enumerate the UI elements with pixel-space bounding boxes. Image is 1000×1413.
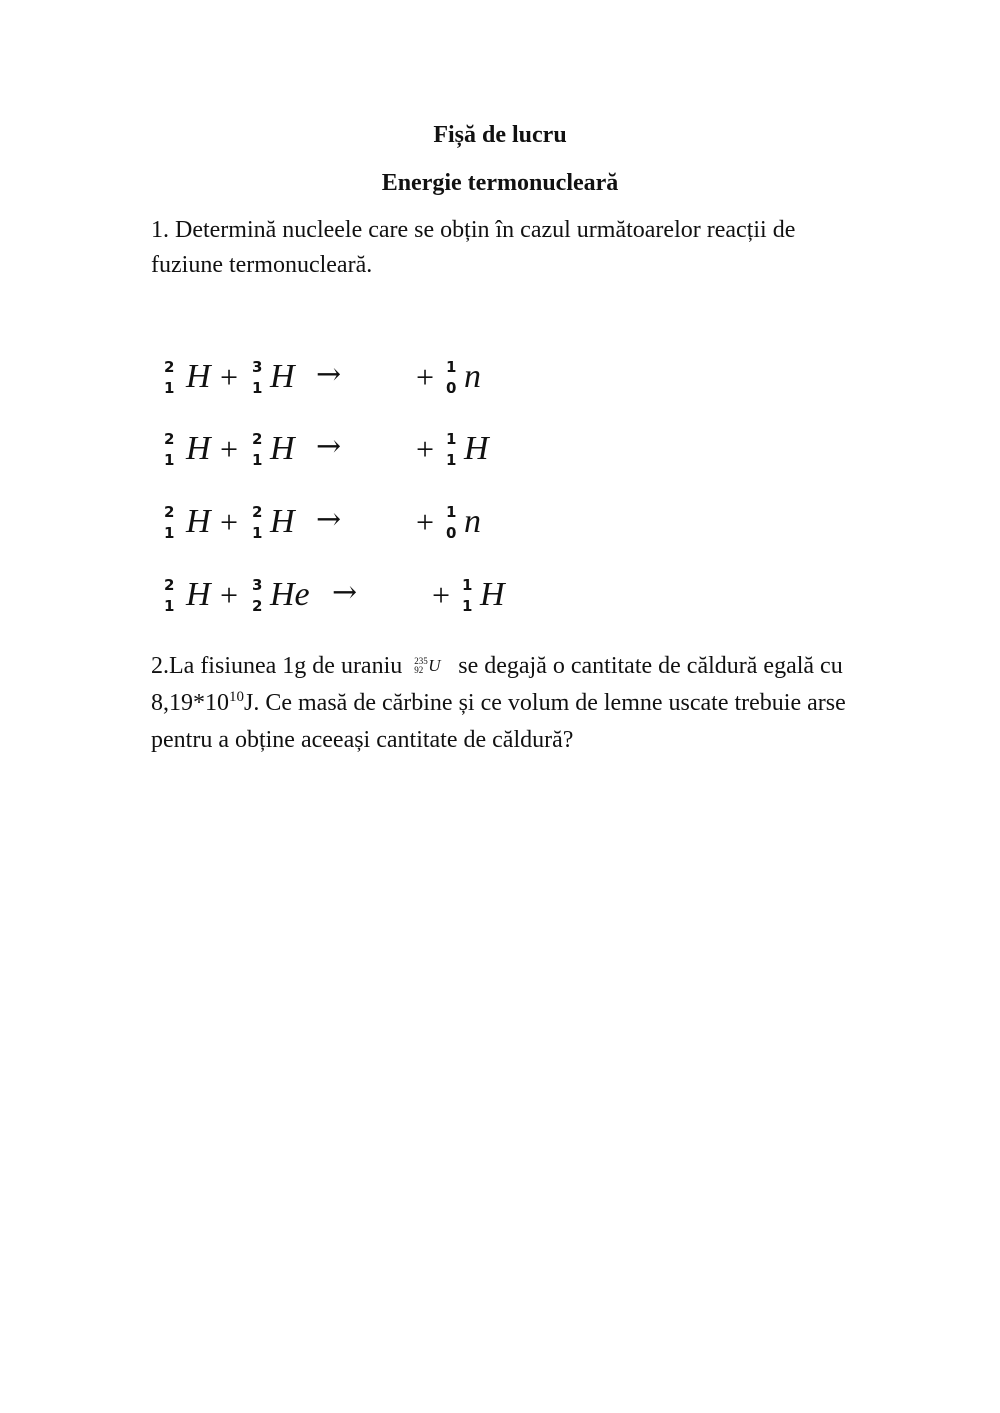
- atomic-number: 0: [446, 524, 457, 542]
- atomic-number: 2: [252, 597, 263, 615]
- task-2-part-2: se degajă o cantitate de căldură egală cu 8,19*10: [151, 653, 843, 716]
- plus-sign: +: [416, 504, 435, 540]
- uranium-nuclide: [410, 655, 450, 679]
- element-symbol: H: [186, 503, 211, 540]
- mass-number: 3: [252, 576, 263, 594]
- element-symbol: H: [464, 430, 489, 467]
- equation-2: [160, 427, 580, 477]
- atomic-number: 1: [446, 451, 457, 469]
- atomic-number: 1: [164, 379, 175, 397]
- element-symbol: H: [270, 430, 295, 467]
- atomic-number: 1: [252, 379, 263, 397]
- element-symbol: n: [464, 358, 481, 395]
- mass-number: 3: [252, 358, 263, 376]
- mass-number: 2: [164, 503, 175, 521]
- element-symbol: He: [270, 576, 310, 613]
- plus-sign: +: [220, 431, 239, 467]
- task-2-part-3: J. Ce masă de cărbine și ce volum de lemne uscate trebuie arse pentru a obține aceeași cantitate de căldură?: [151, 690, 846, 753]
- element-symbol: H: [270, 503, 295, 540]
- atomic-number: 1: [164, 524, 175, 542]
- plus-sign: +: [416, 359, 435, 395]
- mass-number: 1: [446, 430, 457, 448]
- mass-number: 2: [252, 503, 263, 521]
- equation-4: [160, 573, 580, 623]
- mass-number: 2: [164, 430, 175, 448]
- task-2-part-1: 2.La fisiunea 1g de uraniu: [151, 653, 403, 679]
- mass-number: 1: [446, 358, 457, 376]
- reaction-arrow: →: [316, 357, 342, 392]
- reaction-arrow: →: [332, 575, 358, 610]
- plus-sign: +: [220, 577, 239, 613]
- plus-sign: +: [220, 359, 239, 395]
- element-symbol: n: [464, 503, 481, 540]
- element-symbol: H: [186, 358, 211, 395]
- plus-sign: +: [220, 504, 239, 540]
- element-symbol: H: [186, 430, 211, 467]
- mass-number: 1: [446, 503, 457, 521]
- atomic-number: 1: [252, 524, 263, 542]
- atomic-number: 1: [462, 597, 473, 615]
- equation-1: [160, 355, 580, 405]
- element-symbol: H: [270, 358, 295, 395]
- equation-3: [160, 500, 580, 550]
- task-2-text: [151, 648, 871, 759]
- mass-number: 235: [414, 656, 428, 667]
- plus-sign: +: [416, 431, 435, 467]
- element-symbol: U: [428, 656, 441, 676]
- atomic-number: 1: [164, 451, 175, 469]
- plus-sign: +: [432, 577, 451, 613]
- reaction-arrow: →: [316, 502, 342, 537]
- element-symbol: H: [186, 576, 211, 613]
- element-symbol: H: [480, 576, 505, 613]
- mass-number: 2: [164, 576, 175, 594]
- mass-number: 1: [462, 576, 473, 594]
- page-title: Fișă de lucru: [433, 122, 567, 148]
- exponent: 10: [229, 689, 244, 705]
- atomic-number: 1: [164, 597, 175, 615]
- reaction-arrow: →: [316, 429, 342, 464]
- atomic-number: 92: [414, 665, 424, 676]
- page-subtitle: Energie termonucleară: [381, 170, 619, 196]
- atomic-number: 1: [252, 451, 263, 469]
- task-1-text: 1. Determină nucleele care se obțin în cazul următoarelor reacții de fuziune termonucleară.: [151, 217, 796, 278]
- mass-number: 2: [164, 358, 175, 376]
- mass-number: 2: [252, 430, 263, 448]
- atomic-number: 0: [446, 379, 457, 397]
